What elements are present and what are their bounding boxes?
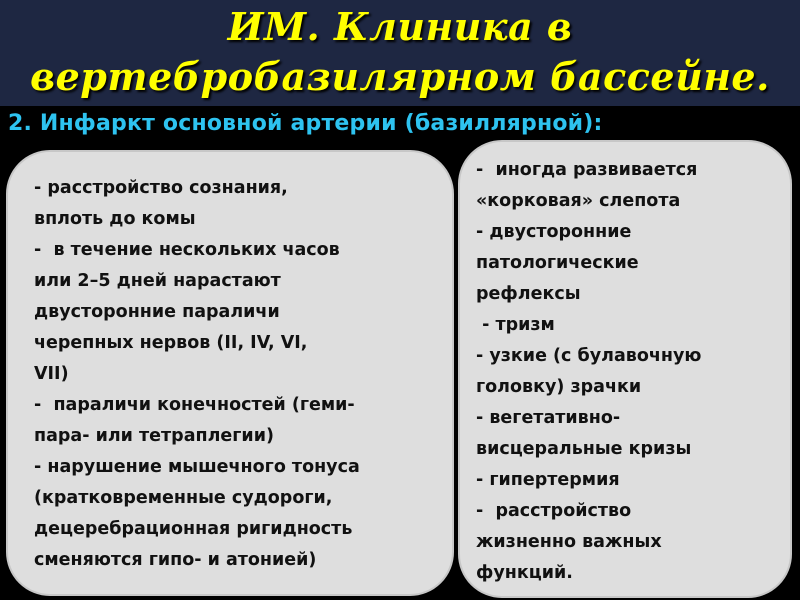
right-item-2: - двусторонние патологические рефлексы [476, 222, 639, 304]
left-symptoms-box [6, 150, 454, 596]
slide-title [0, 2, 800, 102]
right-item-7: - расстройство жизненно важных функций. [476, 501, 662, 583]
left-item-1: - расстройство сознания, вплоть до комы [34, 178, 288, 229]
left-item-2: - в течение нескольких часов или 2–5 дней нарастают двусторонние параличи черепных нервов (II, IV, VI, VII) [34, 240, 340, 384]
slide-title-line-2: вертебробазилярном бассейне. [30, 54, 770, 99]
right-item-4: - узкие (с булавочную головку) зрачки [476, 346, 702, 397]
slide-title-line-1: ИМ. Клиника в [227, 4, 573, 49]
right-symptoms-box [458, 140, 792, 598]
left-item-3: - параличи конечностей (геми- пара- или тетраплегии) [34, 395, 355, 446]
right-item-6: - гипертермия [476, 470, 620, 490]
left-item-4: - нарушение мышечного тонуса (кратковременные судороги, децеребрационная ригидность сменяются гипо- и атонией) [34, 457, 360, 570]
right-item-5: - вегетативно- висцеральные кризы [476, 408, 692, 459]
slide-subtitle: 2. Инфаркт основной артерии (базиллярной): [8, 111, 603, 136]
right-item-1: - иногда развивается «корковая» слепота [476, 160, 698, 211]
right-item-3: - тризм [476, 315, 555, 335]
